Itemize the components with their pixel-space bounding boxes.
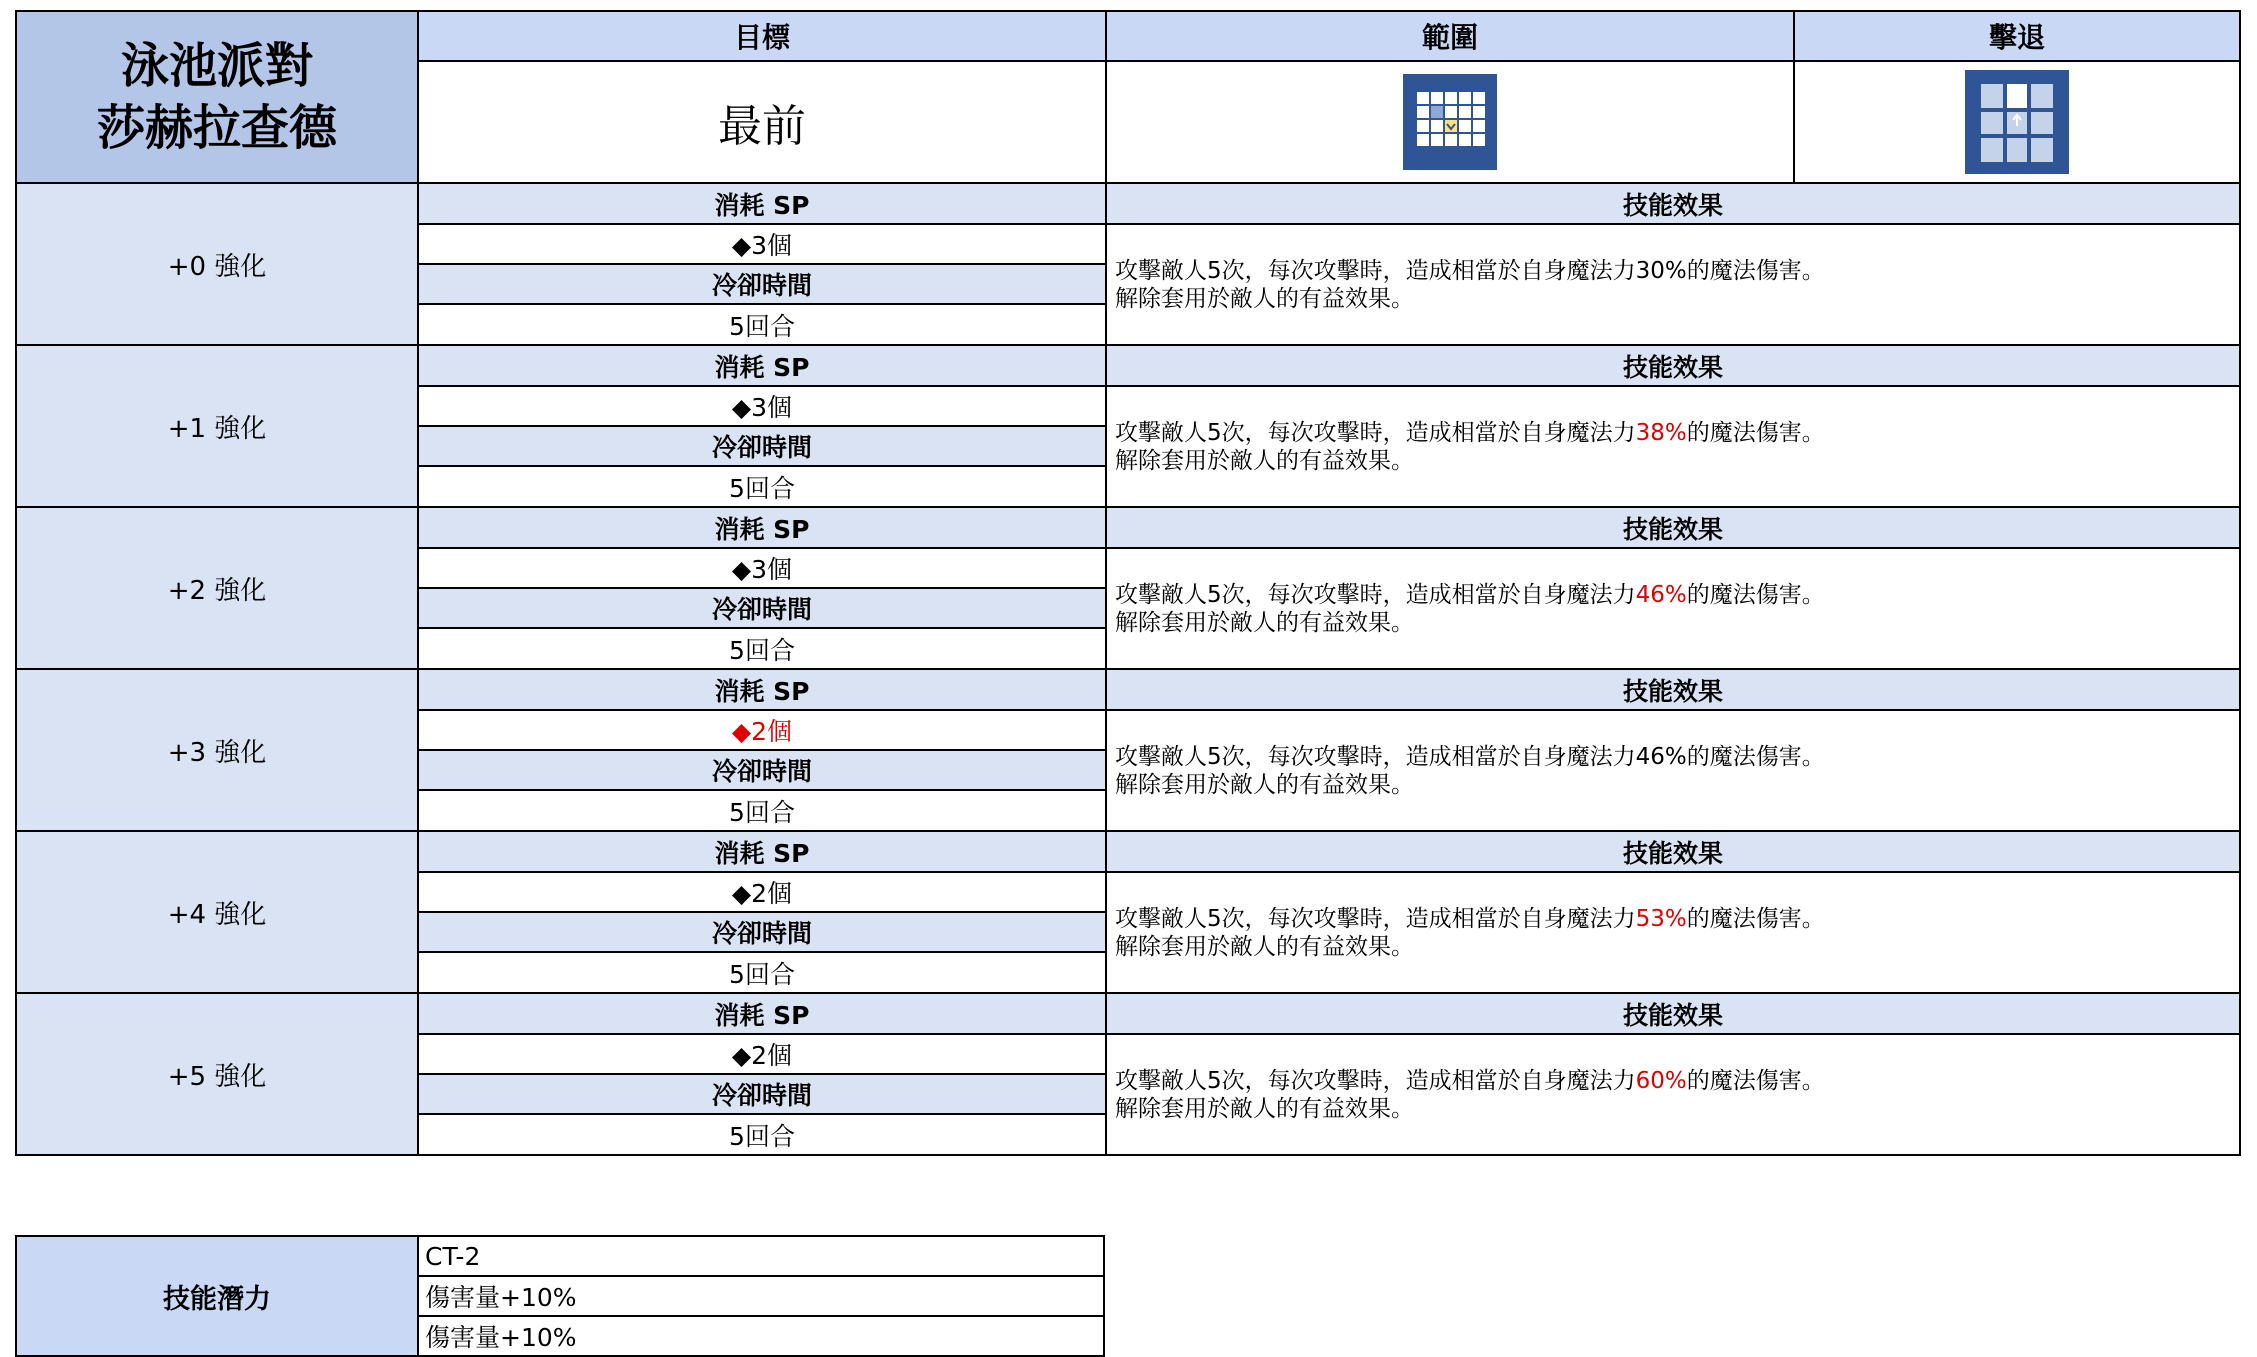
knockback-header: 擊退 (1794, 11, 2240, 61)
target-value: 最前 (418, 61, 1106, 183)
sp-header: 消耗 SP (418, 669, 1106, 710)
cooldown-header: 冷卻時間 (418, 264, 1106, 304)
sp-value: ◆2個 (418, 710, 1106, 750)
sp-header: 消耗 SP (418, 183, 1106, 224)
effect-header: 技能效果 (1106, 345, 2240, 386)
level-label: +1 強化 (16, 345, 418, 507)
effect-percent: 38% (1635, 419, 1687, 446)
level-label: +4 強化 (16, 831, 418, 993)
effect-header: 技能效果 (1106, 669, 2240, 710)
character-name-line2: 莎赫拉查德 (96, 100, 337, 156)
sp-value: ◆3個 (418, 224, 1106, 264)
sp-value: ◆2個 (418, 1034, 1106, 1074)
cooldown-value: 5回合 (418, 790, 1106, 831)
knockback-icon (1965, 70, 2069, 174)
effect-text: 攻擊敵人5次，每次攻擊時，造成相當於自身魔法力60%的魔法傷害。 解除套用於敵人的有益效果。 (1106, 1034, 2240, 1155)
character-name-line1: 泳池派對 (120, 38, 313, 94)
range-cell (1106, 61, 1794, 183)
effect-percent: 46% (1635, 581, 1687, 608)
effect-text: 攻擊敵人5次，每次攻擊時，造成相當於自身魔法力30%的魔法傷害。 解除套用於敵人的有益效果。 (1106, 224, 2240, 345)
range-header: 範圍 (1106, 11, 1794, 61)
level-label: +2 強化 (16, 507, 418, 669)
effect-header: 技能效果 (1106, 183, 2240, 224)
character-name-cell (16, 11, 418, 183)
effect-percent: 46% (1635, 743, 1687, 770)
effect-header: 技能效果 (1106, 831, 2240, 872)
skill-potential-table (15, 1235, 1105, 1357)
effect-header: 技能效果 (1106, 507, 2240, 548)
level-label: +0 強化 (16, 183, 418, 345)
range-grid-icon (1403, 74, 1497, 170)
cooldown-value: 5回合 (418, 628, 1106, 669)
cooldown-header: 冷卻時間 (418, 912, 1106, 952)
effect-header: 技能效果 (1106, 993, 2240, 1034)
sp-value: ◆3個 (418, 386, 1106, 426)
target-header: 目標 (418, 11, 1106, 61)
potential-value: 傷害量+10% (418, 1276, 1104, 1316)
cooldown-value: 5回合 (418, 466, 1106, 507)
level-label: +3 強化 (16, 669, 418, 831)
cooldown-header: 冷卻時間 (418, 426, 1106, 466)
effect-text: 攻擊敵人5次，每次攻擊時，造成相當於自身魔法力46%的魔法傷害。 解除套用於敵人的有益效果。 (1106, 710, 2240, 831)
effect-percent: 60% (1635, 1067, 1687, 1094)
sp-value: ◆3個 (418, 548, 1106, 588)
potential-value: CT-2 (418, 1236, 1104, 1276)
cooldown-header: 冷卻時間 (418, 1074, 1106, 1114)
potential-label: 技能潛力 (16, 1236, 418, 1356)
cooldown-value: 5回合 (418, 952, 1106, 993)
knockback-cell (1794, 61, 2240, 183)
skill-table (15, 10, 2241, 1156)
sp-header: 消耗 SP (418, 831, 1106, 872)
sp-value: ◆2個 (418, 872, 1106, 912)
sp-header: 消耗 SP (418, 345, 1106, 386)
effect-text: 攻擊敵人5次，每次攻擊時，造成相當於自身魔法力53%的魔法傷害。 解除套用於敵人的有益效果。 (1106, 872, 2240, 993)
effect-percent: 30% (1635, 257, 1687, 284)
cooldown-value: 5回合 (418, 304, 1106, 345)
effect-percent: 53% (1635, 905, 1687, 932)
effect-text: 攻擊敵人5次，每次攻擊時，造成相當於自身魔法力46%的魔法傷害。 解除套用於敵人的有益效果。 (1106, 548, 2240, 669)
cooldown-header: 冷卻時間 (418, 750, 1106, 790)
sp-header: 消耗 SP (418, 507, 1106, 548)
effect-text: 攻擊敵人5次，每次攻擊時，造成相當於自身魔法力38%的魔法傷害。 解除套用於敵人的有益效果。 (1106, 386, 2240, 507)
cooldown-header: 冷卻時間 (418, 588, 1106, 628)
potential-value: 傷害量+10% (418, 1316, 1104, 1356)
cooldown-value: 5回合 (418, 1114, 1106, 1155)
sp-header: 消耗 SP (418, 993, 1106, 1034)
level-label: +5 強化 (16, 993, 418, 1155)
